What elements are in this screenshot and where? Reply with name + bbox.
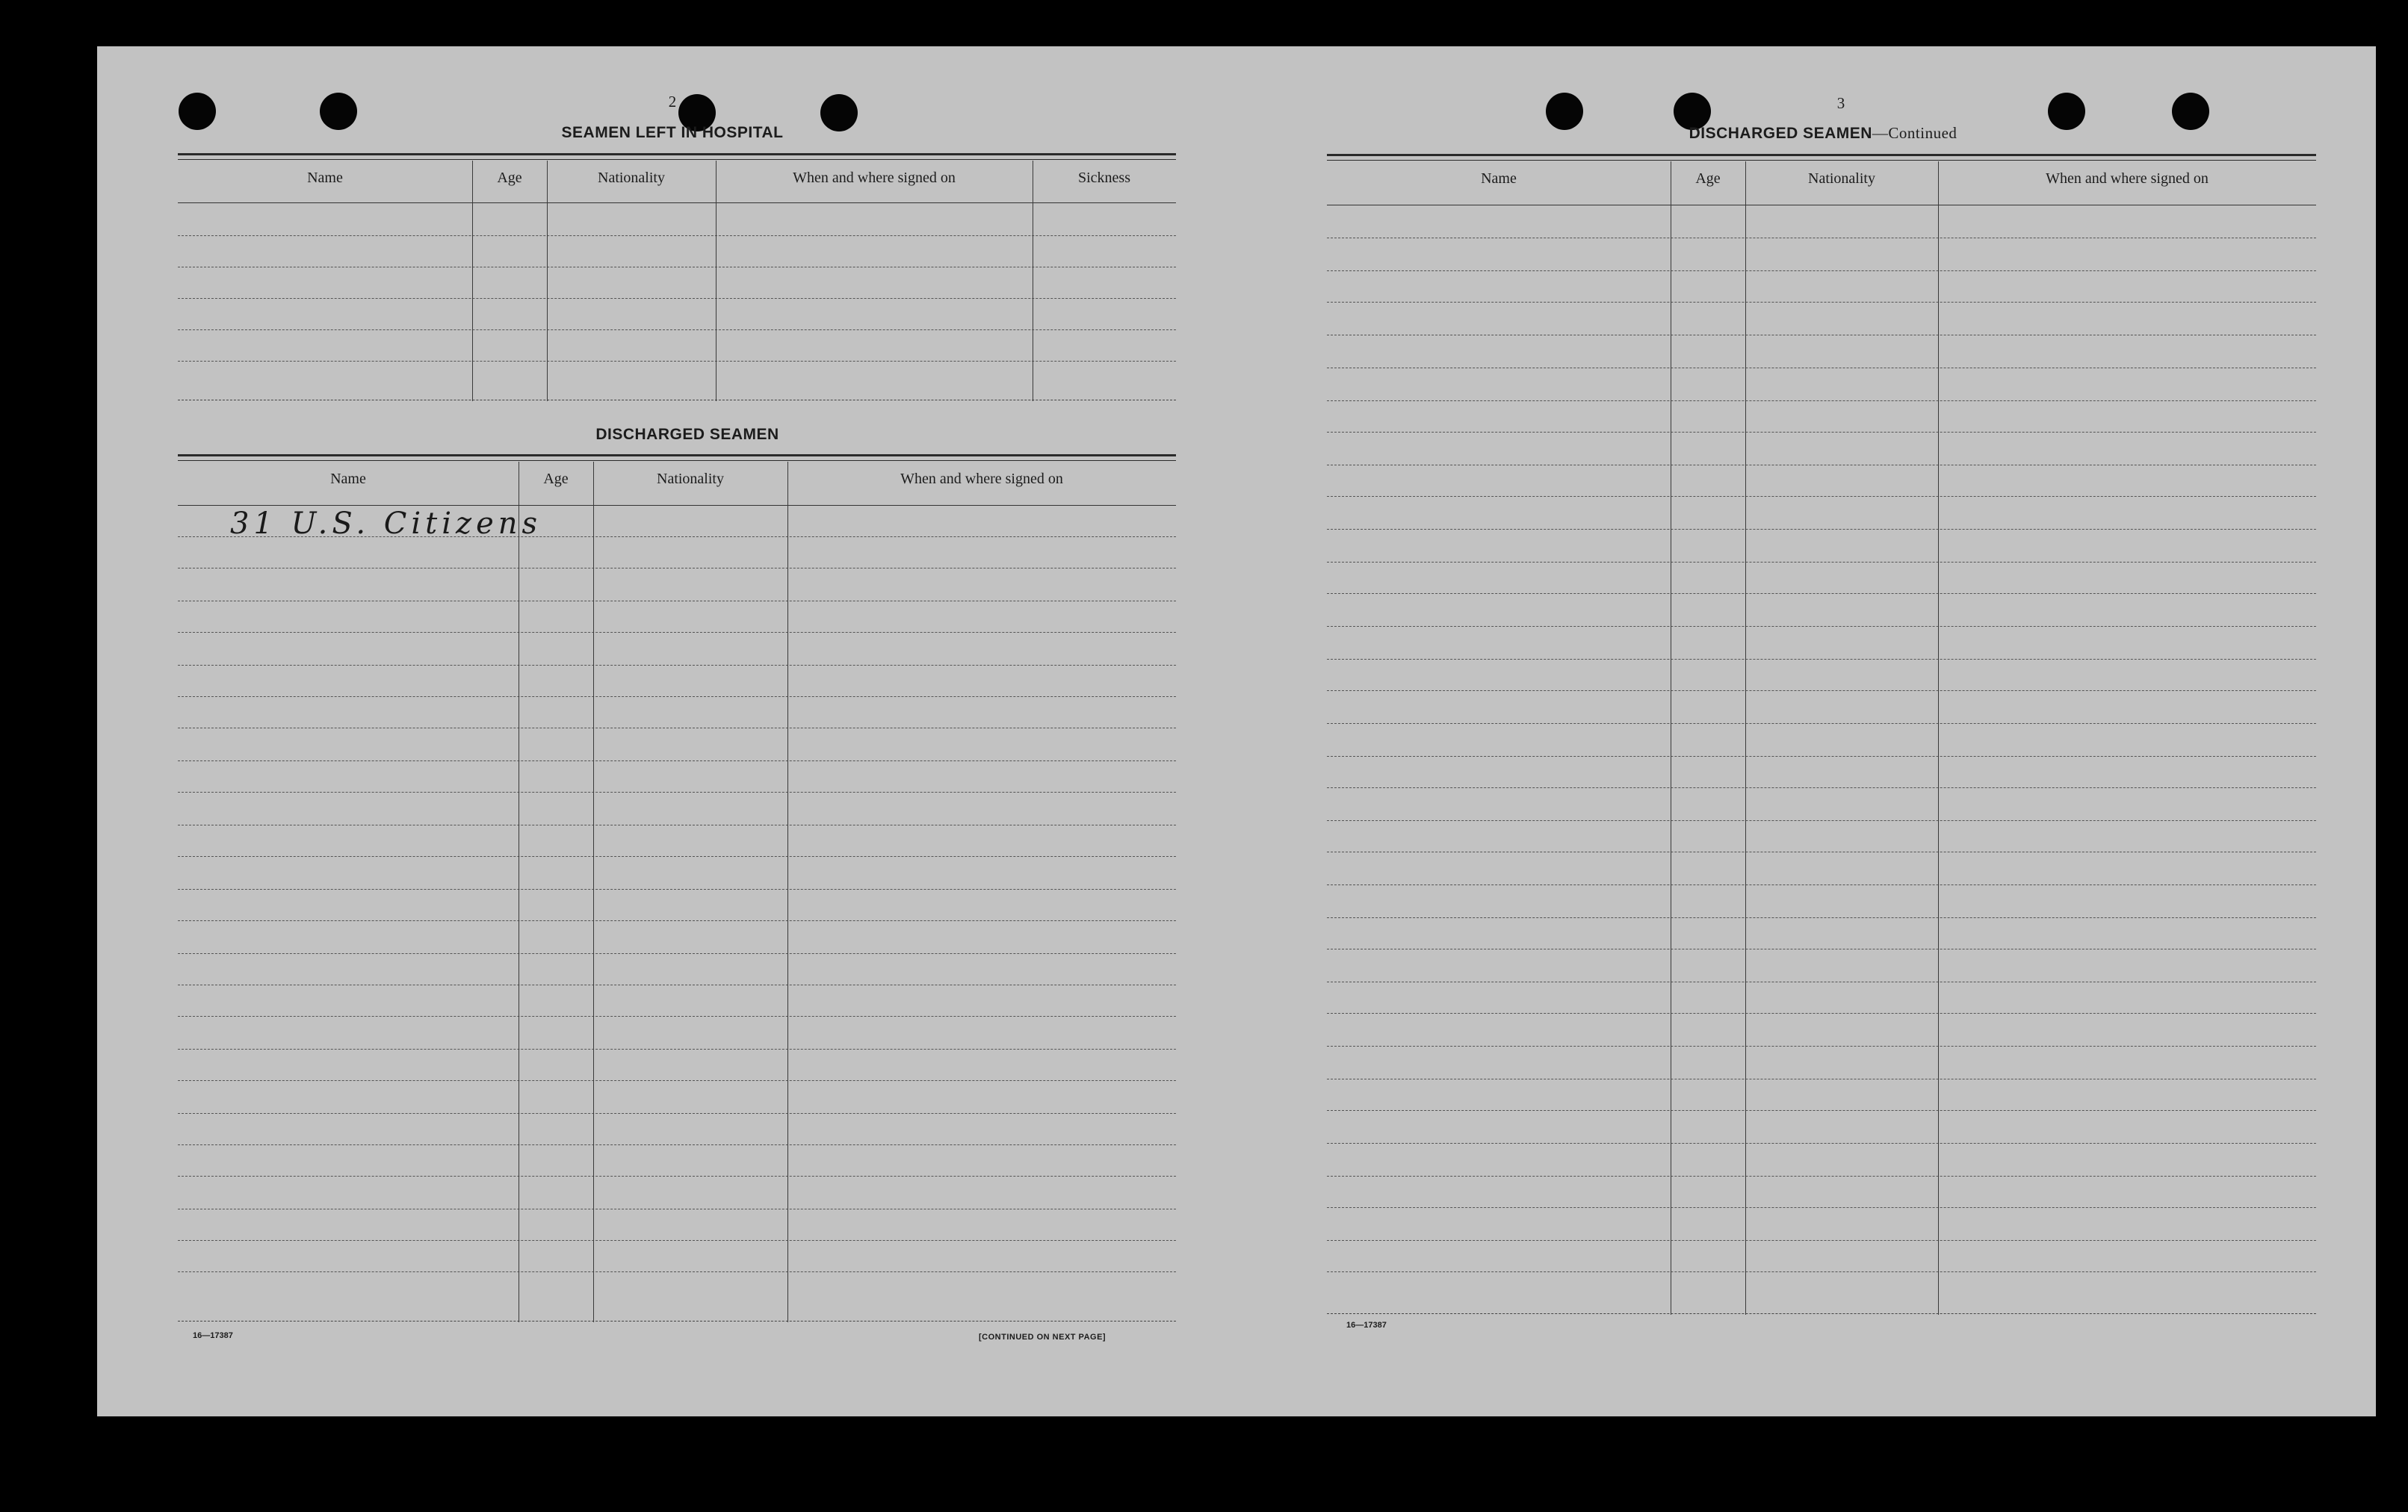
binder-hole [320, 93, 357, 130]
column-header-age: Age [543, 471, 569, 487]
binder-hole [2048, 93, 2085, 130]
column-header-nationality: Nationality [1808, 170, 1875, 187]
continued-note: [CONTINUED ON NEXT PAGE] [979, 1333, 1106, 1342]
continued-suffix: —Continued [1872, 124, 1957, 142]
binder-hole [1546, 93, 1583, 130]
page-number-left: 2 [668, 93, 677, 111]
column-header-age: Age [497, 170, 522, 186]
discharged-continued-title-text: DISCHARGED SEAMEN [1689, 125, 1872, 142]
discharged-continued-table [1327, 154, 2316, 1319]
discharged-section-title: DISCHARGED SEAMEN [595, 426, 779, 443]
page-number-right: 3 [1836, 94, 1845, 112]
binder-hole [179, 93, 216, 130]
column-header-name: Name [330, 471, 366, 487]
column-header-signed-on: When and where signed on [793, 170, 956, 186]
column-header-name: Name [1481, 170, 1517, 187]
hospital-section-title: SEAMEN LEFT IN HOSPITAL [561, 124, 784, 141]
column-header-sickness: Sickness [1078, 170, 1130, 186]
form-number-left: 16—17387 [193, 1331, 233, 1340]
handwritten-entry: 31 U.S. Citizens [230, 506, 542, 541]
form-number-right: 16—17387 [1346, 1321, 1387, 1330]
hospital-table [178, 153, 1176, 407]
column-header-name: Name [307, 170, 343, 186]
binder-hole [820, 94, 858, 131]
column-header-nationality: Nationality [657, 471, 724, 487]
discharged-table [178, 454, 1176, 1328]
column-header-age: Age [1695, 170, 1721, 187]
column-header-signed-on: When and where signed on [2046, 170, 2209, 187]
binder-hole [2172, 93, 2209, 130]
column-header-nationality: Nationality [598, 170, 665, 186]
column-header-signed-on: When and where signed on [900, 471, 1063, 487]
discharged-continued-title [1614, 124, 2032, 143]
